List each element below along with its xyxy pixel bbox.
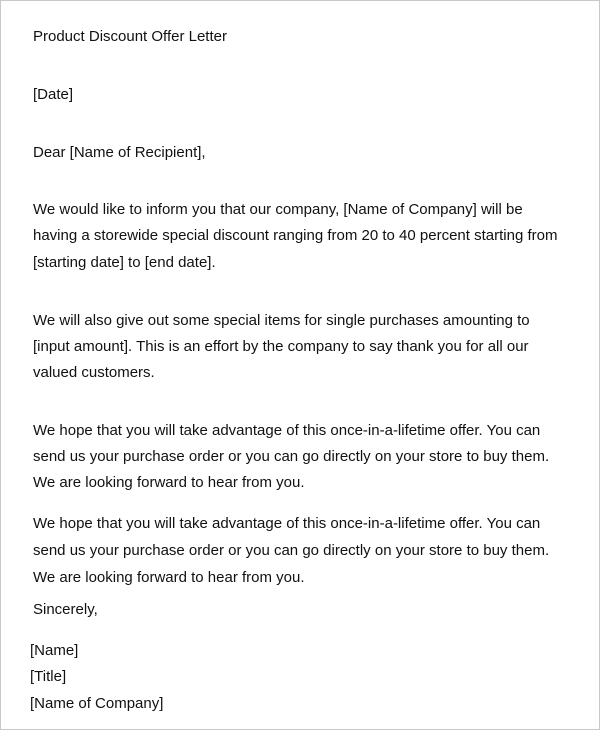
paragraph-line: We are looking forward to hear from you. <box>33 569 305 586</box>
paragraph-line: valued customers. <box>33 364 155 381</box>
paragraph-line: having a storewide special discount ranging from 20 to 40 percent starting from <box>33 227 558 244</box>
letter-title: Product Discount Offer Letter <box>33 28 227 45</box>
signature-name: [Name] <box>30 642 79 659</box>
salutation: Dear [Name of Recipient], <box>33 144 206 161</box>
paragraph-line: We would like to inform you that our company, [Name of Company] will be <box>33 201 523 218</box>
paragraph-line: [input amount]. This is an effort by the company to say thank you for all our <box>33 338 529 355</box>
paragraph-line: We hope that you will take advantage of this once-in-a-lifetime offer. You can <box>33 422 541 439</box>
paragraph-line: [starting date] to [end date]. <box>33 254 216 271</box>
paragraph-line: We will also give out some special items for single purchases amounting to <box>33 312 530 329</box>
paragraph-line: We are looking forward to hear from you. <box>33 474 305 491</box>
letter-date: [Date] <box>33 86 74 103</box>
paragraph-line: send us your purchase order or you can go directly on your store to buy them. <box>33 448 550 465</box>
closing: Sincerely, <box>33 601 98 618</box>
signature-title: [Title] <box>30 668 67 685</box>
signature-company: [Name of Company] <box>30 695 164 712</box>
paragraph-line: send us your purchase order or you can go directly on your store to buy them. <box>33 542 550 559</box>
paragraph-line: We hope that you will take advantage of this once-in-a-lifetime offer. You can <box>33 515 541 532</box>
